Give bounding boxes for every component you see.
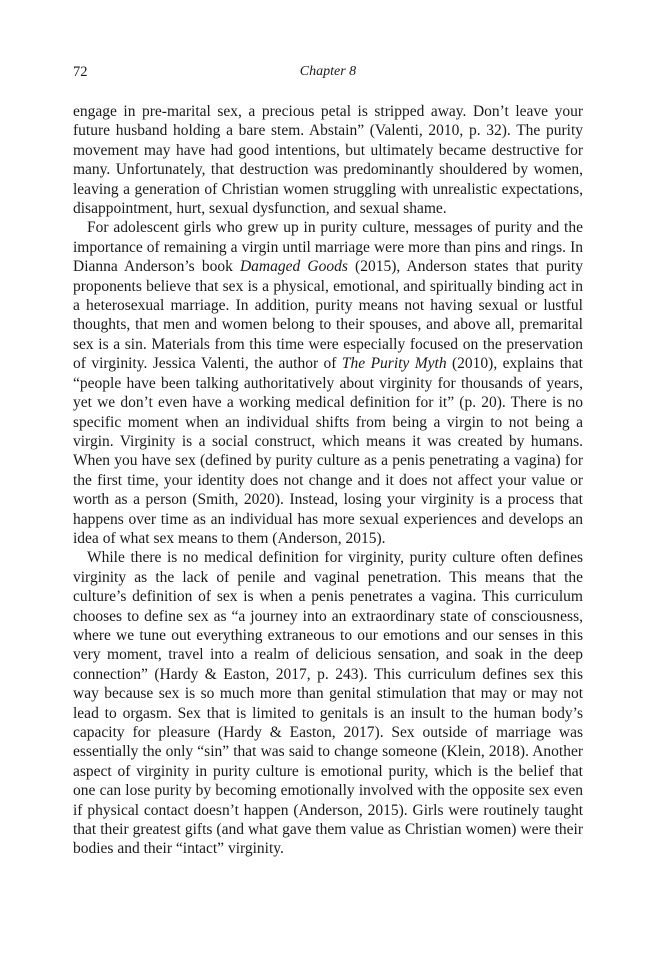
text-run: engage in pre-marital sex, a precious petal is stripped away. Don’t leave your future husband holding a bare stem. Abstain” (Valenti, 2010, p. 32). The purity movement may have had good intentions, but ultimately became destructive for many. Unfortunately, that destruction was predominantly shouldered by women, leaving a generation of Christian women struggling with unrealistic expectations, disappointment, hurt, sexual dysfunction, and sexual shame. <box>73 103 583 218</box>
book-page <box>73 64 583 859</box>
running-head: Chapter 8 <box>299 64 357 79</box>
paragraph-3 <box>73 548 583 859</box>
book-title-italic: Damaged Goods <box>239 258 348 276</box>
book-title-italic: The Purity Myth <box>341 355 447 373</box>
paragraph-1 <box>73 102 583 218</box>
paragraph-2 <box>73 218 583 548</box>
page-header <box>73 64 583 90</box>
text-run: (2010), explains that “people have been talking authoritatively about virginity for thousands of years, yet we don’t even have a working medical definition for it” (p. 20). There is no specific moment when an individual shifts from being a virgin to not being a virgin. Virginity is a social construct, which means it was created by humans. When you have sex (defined by purity culture as a penis penetrating a vagina) for the first time, your identity does not change and it does not affect your value or worth as a person (Smith, 2020). Instead, losing your virginity is a process that happens over time as an individual has more sexual experiences and develops an idea of what sex means to them (Anderson, 2015). <box>73 355 583 547</box>
page-number: 72 <box>73 64 88 80</box>
text-run: For adolescent girls who grew up in purity culture, messages of purity and the importance of remaining a virgin until marriage were more than pins and rings. In Dianna Anderson’s book <box>73 219 583 276</box>
text-run: (2015), Anderson states that purity proponents believe that sex is a physical, emotional, and spiritually binding act in a heterosexual marriage. In addition, purity means not having sexual or lustful thoughts, that men and women belong to their spouses, and above all, premarital sex is a sin. Materials from this time were especially focused on the preservation of virginity. Jessica Valenti, the author of <box>73 258 583 373</box>
text-run: While there is no medical definition for virginity, purity culture often defines virginity as the lack of penile and vaginal penetration. This means that the culture’s definition of sex is when a penis penetrates a vagina. This curriculum chooses to define sex as “a journey into an extraordinary state of consciousness, where we tune out everything extraneous to our emotions and our senses in this very moment, travel into a realm of delicious sensation, and soak in the deep connection” (Hardy & Easton, 2017, p. 243). This curriculum defines sex this way because sex is so much more than genital stimulation that may or may not lead to orgasm. Sex that is limited to genitals is an insult to the human body’s capacity for pleasure (Hardy & Easton, 2017). Sex outside of marriage was essentially the only “sin” that was said to change someone (Klein, 2018). Another aspect of virginity in purity culture is emotional purity, which is the belief that one can lose purity by becoming emotionally involved with the opposite sex even if physical contact doesn’t happen (Anderson, 2015). Girls were routinely taught that their greatest gifts (and what gave them value as Christian women) were their bodies and their “intact” virginity. <box>73 549 583 858</box>
body-text <box>73 102 583 859</box>
